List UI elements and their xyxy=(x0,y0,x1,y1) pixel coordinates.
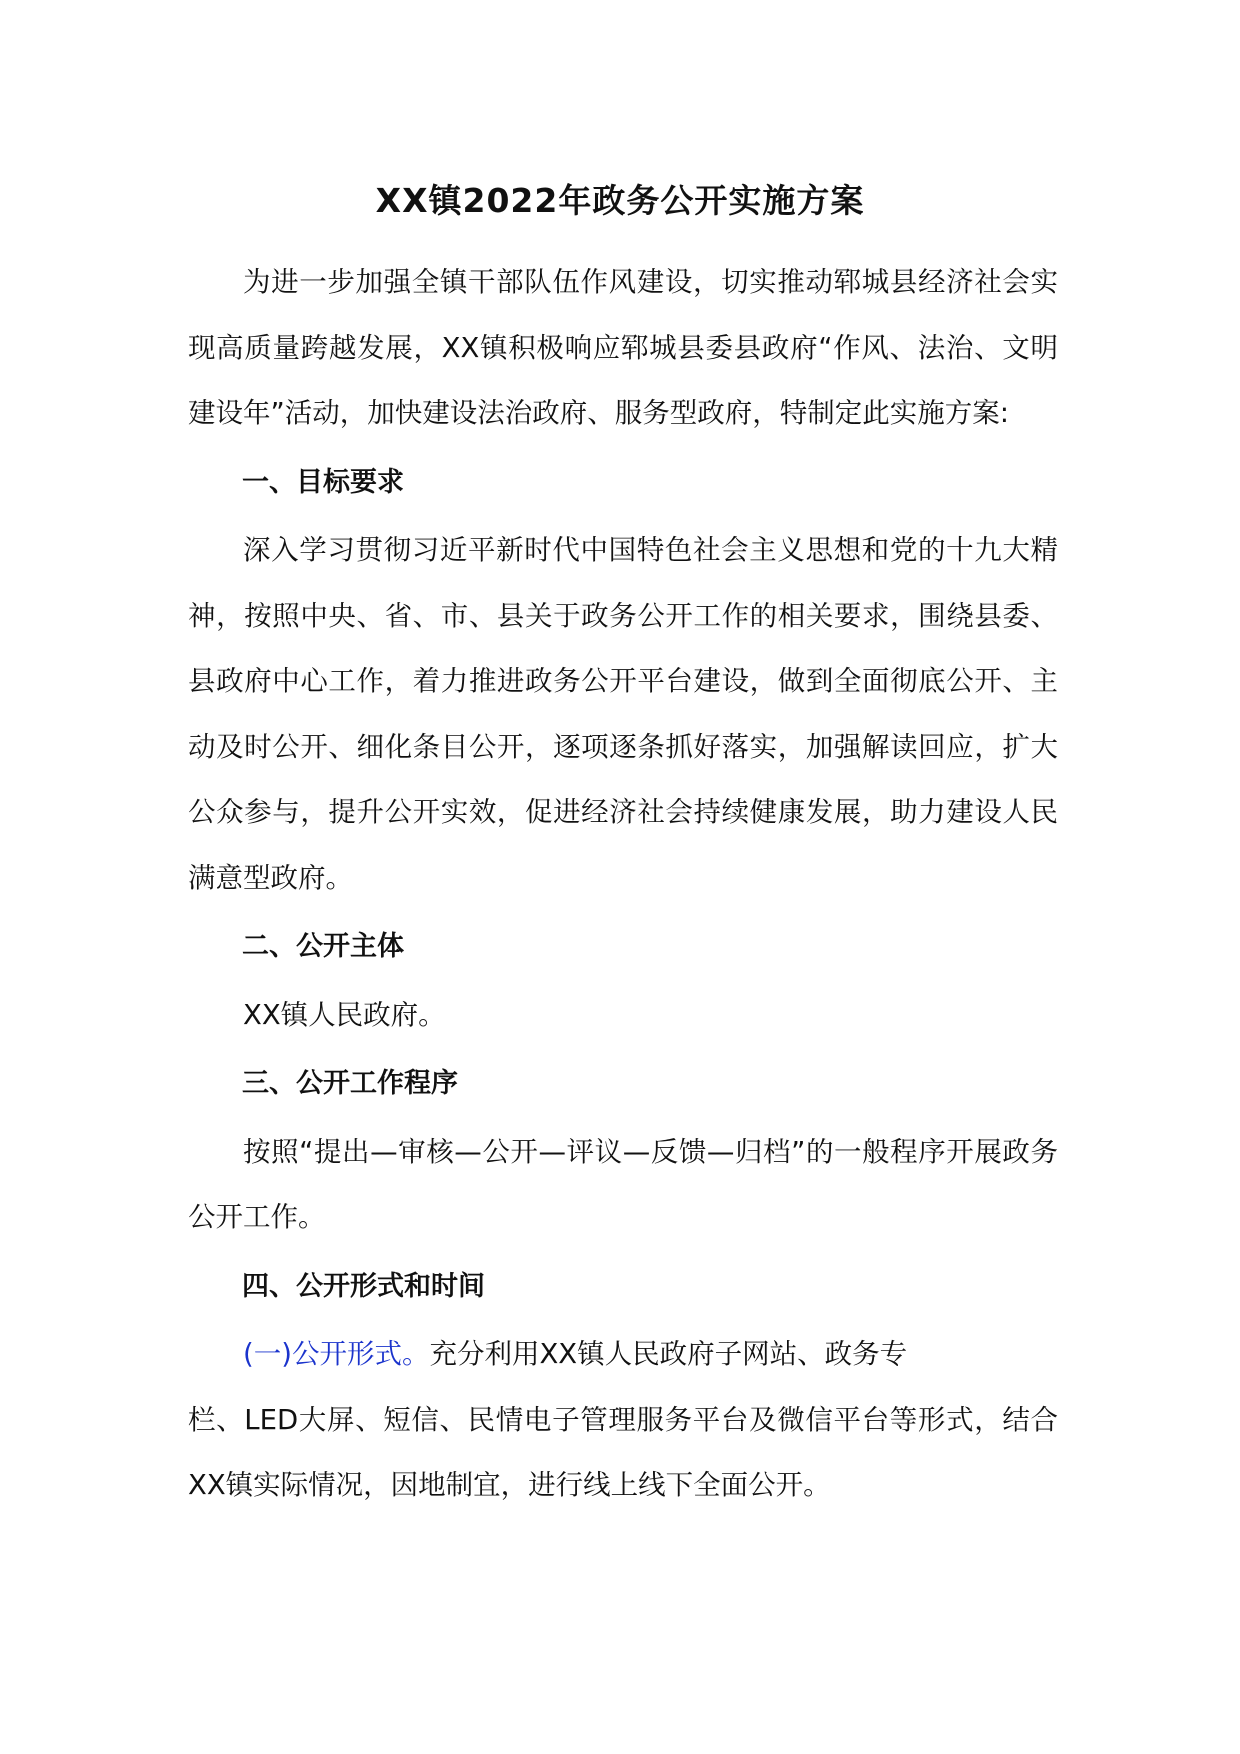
subsection-text-continuation: 栏、LED大屏、短信、民情电子管理服务平台及微信平台等形式，结合XX镇实际情况，因地制宜，进行线上线下全面公开。 xyxy=(188,1403,1058,1501)
section-text-subject: XX镇人民政府。 xyxy=(243,998,446,1031)
subsection-text-line1: 充分利用XX镇人民政府子网站、政务专 xyxy=(429,1338,908,1370)
section-heading-procedure: 三、公开工作程序 xyxy=(242,1068,458,1099)
intro-paragraph: 为进一步加强全镇干部队伍作风建设，切实推动郓城县经济社会实现高质量跨越发展，XX镇积极响应郓城县委县政府“作风、法治、文明建设年”活动，加快建设法治政府、服务型政府，特制定此实施方案: xyxy=(188,266,1058,429)
subsection-label-form: (一)公开形式。 xyxy=(243,1338,430,1370)
section-heading-goals: 一、目标要求 xyxy=(242,466,404,498)
subsection-paragraph-form xyxy=(188,1322,1058,1388)
section-heading-form-time: 四、公开形式和时间 xyxy=(242,1270,485,1302)
document-body xyxy=(188,250,1058,1519)
document-title: XX镇2022年政务公开实施方案 xyxy=(375,181,865,220)
section-heading-subject: 二、公开主体 xyxy=(242,931,404,962)
section-text-goals: 深入学习贯彻习近平新时代中国特色社会主义思想和党的十九大精神，按照中央、省、市、县关于政务公开工作的相关要求，围绕县委、县政府中心工作，着力推进政务公开平台建设，做到全面彻底公开、主动及时公开、细化条目公开，逐项逐条抓好落实，加强解读回应，扩大公众参与，提升公开实效，促进经济社会持续健康发展，助力建设人民满意型政府。 xyxy=(188,534,1058,894)
section-text-procedure: 按照“提出—审核—公开—评议—反馈—归档”的一般程序开展政务公开工作。 xyxy=(188,1135,1058,1233)
